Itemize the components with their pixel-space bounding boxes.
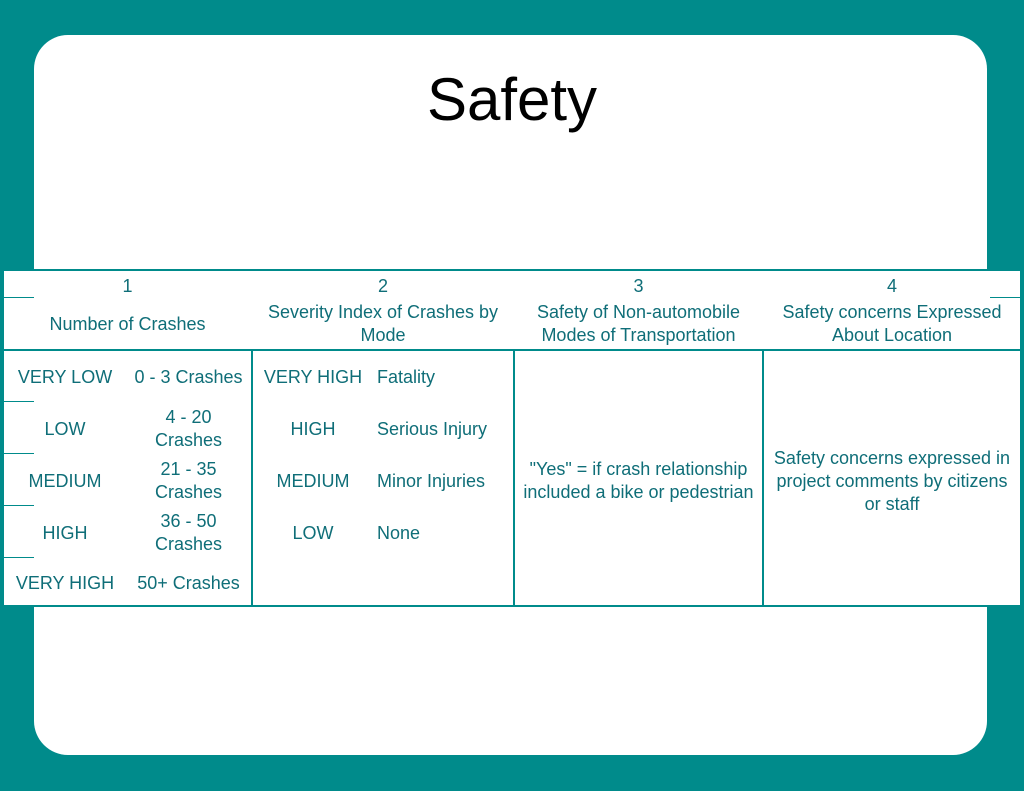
crash-range: 4 - 20 Crashes [154,407,223,450]
col-2-number: 2 [377,275,388,296]
severity-level: HIGH [290,418,336,439]
non-auto-description: "Yes" = if crash relationship included a bike or pedestrian [523,459,754,502]
crash-range: 50+ Crashes [137,572,240,593]
safety-table [2,269,1022,607]
crash-level: VERY LOW [17,366,113,387]
col-3-number: 3 [633,275,644,296]
severity-description: Fatality [377,366,436,387]
crash-level: HIGH [42,522,88,543]
severity-level: VERY HIGH [263,366,363,387]
concerns-description: Safety concerns expressed in project comments by citizens or staff [773,447,1011,514]
col-3-header: Safety of Non-automobile Modes of Transportation [536,302,741,345]
severity-level: LOW [292,522,334,543]
slide-title: Safety [426,66,598,133]
col-4-number: 4 [886,275,897,296]
crash-range: 21 - 35 Crashes [154,459,223,502]
crash-level: VERY HIGH [15,572,115,593]
row-tick [990,297,1020,298]
row-tick [4,297,34,298]
severity-description: Minor Injuries [377,470,486,491]
severity-description: Serious Injury [377,418,488,439]
crash-level: MEDIUM [28,470,102,491]
severity-description: None [377,522,421,543]
col-4-header: Safety concerns Expressed About Location [782,302,1002,345]
crash-range: 0 - 3 Crashes [134,366,243,387]
severity-level: MEDIUM [276,470,350,491]
col-1-header: Number of Crashes [49,313,206,334]
crash-range: 36 - 50 Crashes [154,511,223,554]
crash-level: LOW [44,418,86,439]
col-1-number: 1 [122,275,133,296]
col-2-header: Severity Index of Crashes by Mode [267,302,499,345]
